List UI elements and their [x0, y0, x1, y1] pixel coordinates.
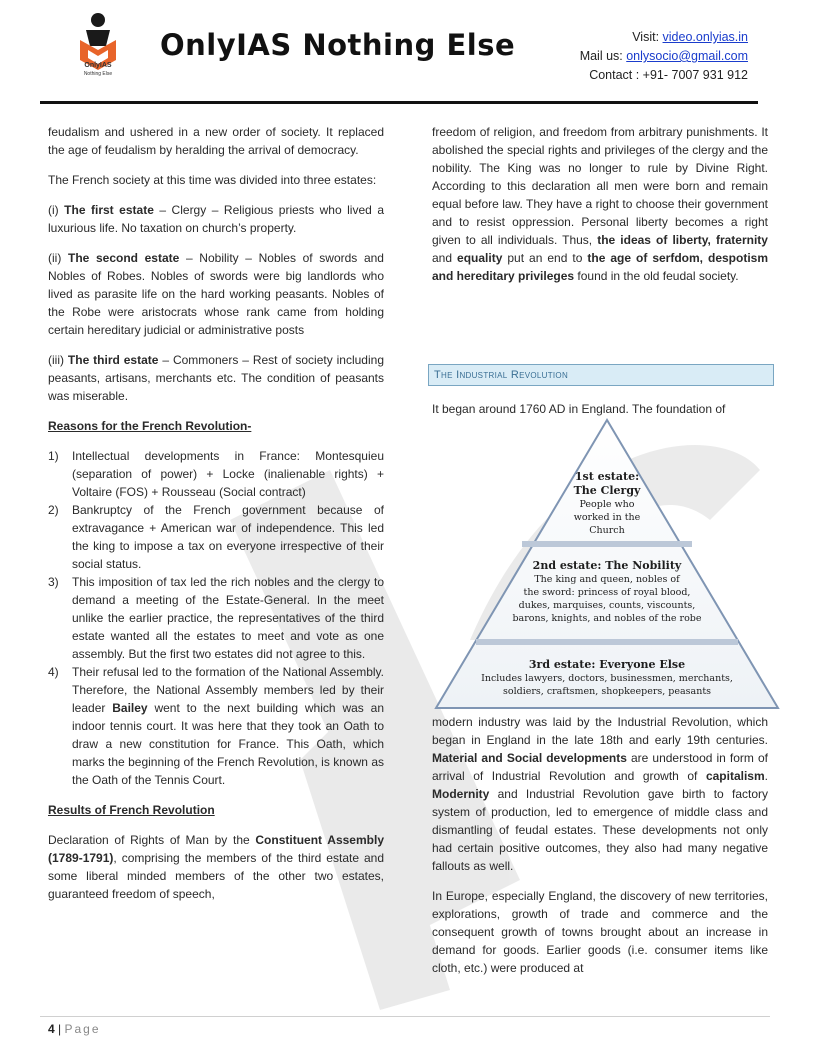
third-estate-desc: soldiers, craftsmen, shopkeepers, peasants [502, 686, 712, 697]
reasons-heading: Reasons for the French Revolution- [48, 419, 252, 433]
footer-rule [40, 1016, 770, 1017]
second-estate-block [432, 559, 782, 625]
contact-block [580, 28, 748, 85]
second-estate-title: 2nd estate: The Nobility [532, 559, 682, 572]
first-estate-block [432, 470, 782, 537]
footer-separator: | [54, 1022, 65, 1036]
section-title: The Industrial Revolution [434, 369, 569, 381]
second-estate-desc: barons, knights, and nobles of the robe [512, 613, 702, 624]
paragraph: freedom of religion, and freedom from arbitrary punishments. It abolished the special rights and privileges of the clergy and the nobility. The King was no longer to rule by Divine Right. According to this declaration all men were born and remain equal before law. They have a right to choose their government and to resist oppression. Personal liberty becomes a right given to all individuals. Thus, the ideas of liberty, fraternity and equality put an end to the age of serfdom, despotism and hereditary privileges found in the old feudal society. [432, 125, 769, 283]
second-estate-desc: the sword: princess of royal blood, [523, 587, 691, 598]
declaration-paragraph: Declaration of Rights of Man by the Constituent Assembly (1789-1791), comprising the members of the third estate and some liberal minded members of the other two estates, guaranteed freedom of speech, [48, 833, 384, 901]
first-estate-desc: People who [579, 499, 635, 510]
page-header [0, 0, 816, 110]
estates-pyramid-figure [432, 418, 782, 710]
third-estate-block [432, 658, 782, 698]
logo-name: OnlyIAS [84, 62, 112, 69]
second-estate-desc: The king and queen, nobles of [534, 574, 680, 585]
first-estate-paragraph: (i) The first estate – Clergy – Religious priests who lived a luxurious life. No taxation on church’s property. [48, 203, 385, 235]
list-item: 2) Bankruptcy of the French government because of extravagance + American war of independence. This led the king to impose a tax on everyone irrespective of their social status. [48, 503, 384, 571]
second-estate-desc: dukes, marquises, counts, viscounts, [518, 600, 696, 611]
second-estate-paragraph: (ii) The second estate – Nobility – Nobles of swords and Nobles of Robes. Nobles of swords were big landlords who lived as parasite life on the hard working peasants. Nobles of the Robe were aristocrats whose rank came from holding certain hereditary judicial or administrative posts [48, 251, 384, 337]
left-column [48, 123, 384, 915]
email-link[interactable]: onlysocio@gmail.com [626, 49, 748, 63]
right-column [432, 123, 768, 297]
paragraph: feudalism and ushered in a new order of society. It replaced the age of feudalism by heralding the arrival of democracy. [48, 125, 384, 157]
section-heading-industrial-revolution [428, 364, 774, 386]
contact-phone: Contact : +91- 7007 931 912 [589, 68, 748, 82]
first-estate-desc: Church [589, 525, 625, 536]
logo-tagline: Nothing Else [83, 71, 113, 77]
brand-title: OnlyIAS Nothing Else [160, 28, 516, 62]
page-label: Page [64, 1022, 101, 1036]
page-number: 4 [48, 1022, 55, 1036]
paragraph: It began around 1760 AD in England. The foundation of [432, 402, 726, 416]
right-column-continued [432, 713, 768, 989]
first-estate-title: The Clergy [573, 484, 641, 497]
mail-label: Mail us: [579, 49, 627, 63]
list-item: 3) This imposition of tax led the rich nobles and the clergy to demand a meeting of the Estate-General. In the meet unlike the earlier practice, the representatives of the third estate wanted all the estates to meet and vote as one assembly. But the first two estates did not agree to this. [48, 575, 384, 661]
logo-caption [68, 62, 128, 78]
website-link[interactable]: video.onlyias.in [662, 30, 748, 44]
reasons-list [48, 447, 384, 789]
list-item: 4) Their refusal led to the formation of the National Assembly. Therefore, the National Assembly members led by their leader Bailey went to the next building which was an indoor tennis court. It was here that they took an Oath to draw a new constitution for France. This Oath, which marks the beginning of the French Revolution, is known as the Oath of the Tennis Court. [48, 665, 384, 787]
first-estate-desc: worked in the [573, 512, 641, 523]
first-estate-title: 1st estate: [574, 470, 640, 483]
header-rule [40, 101, 758, 104]
third-estate-title: 3rd estate: Everyone Else [528, 658, 686, 671]
paragraph: modern industry was laid by the Industrial Revolution, which began in England in the late 18th and early 19th centuries. Material and Social developments are understood in form of arrival of Industrial Revolution and growth of capitalism. Modernity and Industrial Revolution gave birth to factory system of production, led to emergence of middle class and dismantling of feudal estates. These developments not only had certain positive outcomes, they also had many negative fallouts as well. [432, 715, 768, 873]
list-item: 1) Intellectual developments in France: Montesquieu (separation of power) + Locke (inalienable rights) + Voltaire (FOS) + Rousseau (Social contract) [48, 449, 384, 499]
paragraph: The French society at this time was divided into three estates: [48, 173, 377, 187]
page-footer [48, 1022, 101, 1036]
visit-label: Visit: [632, 30, 663, 44]
paragraph: In Europe, especially England, the discovery of new territories, explorations, growth of trade and commerce and the consequent growth of towns brought about an increase in demand for goods. Earlier goods (i.e. consumer items like cloth, etc.) were produced at [432, 889, 768, 975]
third-estate-desc: Includes lawyers, doctors, businessmen, merchants, [481, 673, 733, 684]
results-heading: Results of French Revolution [48, 803, 215, 817]
third-estate-paragraph: (iii) The third estate – Commoners – Rest of society including peasants, artisans, merchants etc. The condition of peasants was miserable. [48, 353, 384, 403]
